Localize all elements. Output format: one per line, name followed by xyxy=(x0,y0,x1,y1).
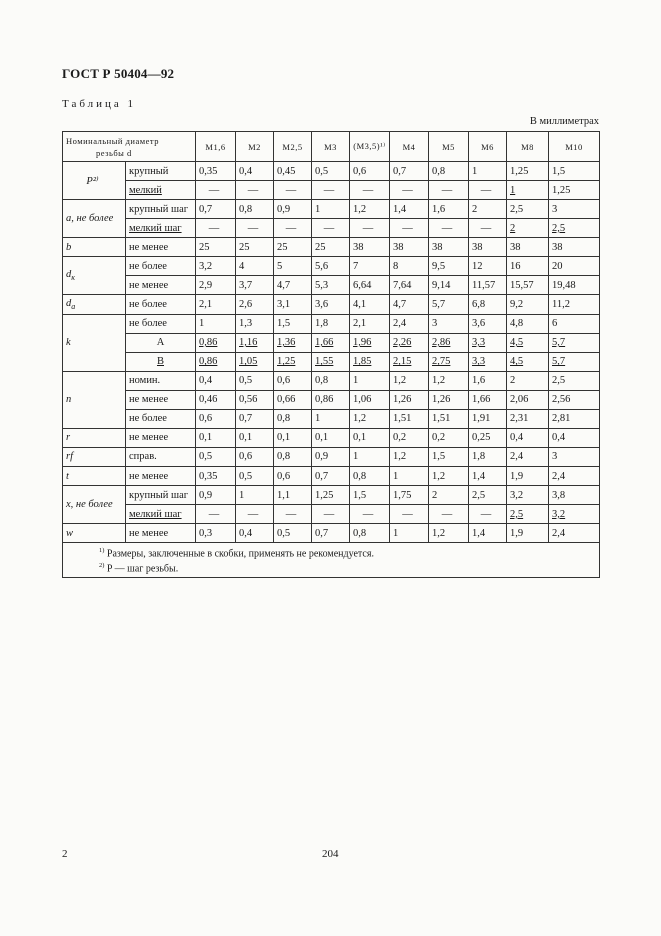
value-cell: — xyxy=(469,181,507,200)
value-cell: 1,51 xyxy=(390,409,429,428)
value-cell: 2 xyxy=(469,200,507,219)
value-cell: 0,45 xyxy=(274,162,312,181)
value-cell: 20 xyxy=(549,257,600,276)
value-cell: 0,86 xyxy=(196,333,236,352)
value-cell: 1,06 xyxy=(350,390,390,409)
value-cell: 2,4 xyxy=(549,467,600,486)
value-cell: 1 xyxy=(350,447,390,466)
table-caption: Таблица 1 xyxy=(62,98,137,110)
table-row xyxy=(63,447,600,466)
value-cell: — xyxy=(350,219,390,238)
value-cell: 9,14 xyxy=(429,276,469,295)
table-header-row xyxy=(63,132,600,162)
table-row xyxy=(63,409,600,428)
value-cell: 2,75 xyxy=(429,352,469,371)
value-cell: 3,2 xyxy=(549,505,600,524)
param-cell: k xyxy=(63,314,126,371)
sub-cell: не менее xyxy=(126,524,196,543)
param-cell: x, не более xyxy=(63,486,126,524)
value-cell: 1,75 xyxy=(390,486,429,505)
value-cell: 2,86 xyxy=(429,333,469,352)
value-cell: — xyxy=(196,219,236,238)
value-cell: 0,6 xyxy=(236,447,274,466)
thread-dimensions-table xyxy=(62,131,600,578)
value-cell: — xyxy=(196,181,236,200)
value-cell: — xyxy=(196,505,236,524)
value-cell: 1 xyxy=(350,371,390,390)
value-cell: — xyxy=(236,505,274,524)
value-cell: 25 xyxy=(274,238,312,257)
param-cell: t xyxy=(63,467,126,486)
value-cell: 2,5 xyxy=(469,486,507,505)
sub-cell: не более xyxy=(126,409,196,428)
value-cell: 1,2 xyxy=(429,371,469,390)
value-cell: 4,7 xyxy=(390,295,429,314)
value-cell: 1,66 xyxy=(469,390,507,409)
value-cell: 0,2 xyxy=(429,428,469,447)
value-cell: — xyxy=(236,219,274,238)
value-cell: 0,8 xyxy=(350,467,390,486)
param-cell: $d_к$ xyxy=(63,257,126,295)
value-cell: 0,86 xyxy=(312,390,350,409)
value-cell: 0,5 xyxy=(274,524,312,543)
value-cell: 0,6 xyxy=(274,371,312,390)
value-cell: 6,64 xyxy=(350,276,390,295)
value-cell: 0,8 xyxy=(350,524,390,543)
value-cell: 5,6 xyxy=(312,257,350,276)
notes-row xyxy=(63,543,600,578)
value-cell: 1,8 xyxy=(312,314,350,333)
sub-cell: не более xyxy=(126,295,196,314)
value-cell: 0,7 xyxy=(236,409,274,428)
value-cell: 4,5 xyxy=(507,352,549,371)
value-cell: 0,6 xyxy=(274,467,312,486)
value-cell: 1,5 xyxy=(274,314,312,333)
value-cell: 1,2 xyxy=(429,467,469,486)
value-cell: 2,1 xyxy=(350,314,390,333)
value-cell: 1,85 xyxy=(350,352,390,371)
value-cell: 1,66 xyxy=(312,333,350,352)
value-cell: 4,5 xyxy=(507,333,549,352)
value-cell: 2,4 xyxy=(507,447,549,466)
value-cell: 5 xyxy=(274,257,312,276)
sub-cell: А xyxy=(126,333,196,352)
value-cell: 5,7 xyxy=(549,333,600,352)
value-cell: 1,1 xyxy=(274,486,312,505)
value-cell: 0,7 xyxy=(196,200,236,219)
value-cell: 2,26 xyxy=(390,333,429,352)
value-cell: 0,4 xyxy=(236,524,274,543)
sub-cell: номин. xyxy=(126,371,196,390)
value-cell: 1 xyxy=(312,409,350,428)
value-cell: 9,2 xyxy=(507,295,549,314)
value-cell: 1,26 xyxy=(429,390,469,409)
value-cell: 0,4 xyxy=(236,162,274,181)
value-cell: 0,4 xyxy=(549,428,600,447)
column-header: М1,6 xyxy=(196,132,236,162)
value-cell: 16 xyxy=(507,257,549,276)
table-row xyxy=(63,219,600,238)
column-header: М10 xyxy=(549,132,600,162)
value-cell: 1,9 xyxy=(507,467,549,486)
value-cell: 0,5 xyxy=(196,447,236,466)
value-cell: 0,4 xyxy=(196,371,236,390)
value-cell: 4 xyxy=(236,257,274,276)
value-cell: 2,5 xyxy=(549,371,600,390)
value-cell: 25 xyxy=(196,238,236,257)
value-cell: 2,4 xyxy=(549,524,600,543)
value-cell: 25 xyxy=(312,238,350,257)
value-cell: 1,4 xyxy=(469,467,507,486)
value-cell: 1 xyxy=(312,200,350,219)
sub-cell: не менее xyxy=(126,428,196,447)
value-cell: 2,5 xyxy=(507,505,549,524)
value-cell: 1,9 xyxy=(507,524,549,543)
value-cell: 0,7 xyxy=(312,524,350,543)
value-cell: 1,4 xyxy=(390,200,429,219)
value-cell: 1,2 xyxy=(390,447,429,466)
value-cell: 0,1 xyxy=(312,428,350,447)
value-cell: — xyxy=(274,505,312,524)
value-cell: 4,7 xyxy=(274,276,312,295)
value-cell: 11,57 xyxy=(469,276,507,295)
column-header: (М3,5)¹⁾ xyxy=(350,132,390,162)
value-cell: 9,5 xyxy=(429,257,469,276)
value-cell: 12 xyxy=(469,257,507,276)
value-cell: 0,1 xyxy=(236,428,274,447)
value-cell: 4,1 xyxy=(350,295,390,314)
value-cell: 0,6 xyxy=(196,409,236,428)
value-cell: 38 xyxy=(350,238,390,257)
table-row xyxy=(63,162,600,181)
value-cell: — xyxy=(350,181,390,200)
value-cell: 0,9 xyxy=(312,447,350,466)
value-cell: 2,6 xyxy=(236,295,274,314)
value-cell: 0,3 xyxy=(196,524,236,543)
value-cell: 2,56 xyxy=(549,390,600,409)
value-cell: 0,8 xyxy=(274,447,312,466)
value-cell: 0,4 xyxy=(507,428,549,447)
value-cell: 0,1 xyxy=(350,428,390,447)
value-cell: 2 xyxy=(507,371,549,390)
table-row xyxy=(63,390,600,409)
value-cell: 38 xyxy=(549,238,600,257)
value-cell: 38 xyxy=(429,238,469,257)
value-cell: 8 xyxy=(390,257,429,276)
value-cell: 1,96 xyxy=(350,333,390,352)
table-row xyxy=(63,276,600,295)
value-cell: 1,5 xyxy=(350,486,390,505)
value-cell: 38 xyxy=(390,238,429,257)
value-cell: — xyxy=(390,181,429,200)
value-cell: 0,35 xyxy=(196,467,236,486)
table-row xyxy=(63,257,600,276)
value-cell: 1 xyxy=(236,486,274,505)
table-row xyxy=(63,200,600,219)
value-cell: 1,4 xyxy=(469,524,507,543)
value-cell: 5,7 xyxy=(429,295,469,314)
value-cell: — xyxy=(274,181,312,200)
value-cell: 0,1 xyxy=(196,428,236,447)
value-cell: — xyxy=(429,181,469,200)
value-cell: 6,8 xyxy=(469,295,507,314)
value-cell: 2 xyxy=(507,219,549,238)
table-row xyxy=(63,505,600,524)
value-cell: 1 xyxy=(390,524,429,543)
value-cell: 2,5 xyxy=(549,219,600,238)
value-cell: 1,05 xyxy=(236,352,274,371)
value-cell: 3 xyxy=(549,200,600,219)
sub-cell: мелкий шаг xyxy=(126,219,196,238)
value-cell: 0,8 xyxy=(312,371,350,390)
value-cell: — xyxy=(429,219,469,238)
value-cell: 1,2 xyxy=(390,371,429,390)
value-cell: 1,16 xyxy=(236,333,274,352)
value-cell: 2 xyxy=(429,486,469,505)
value-cell: — xyxy=(429,505,469,524)
value-cell: — xyxy=(390,505,429,524)
value-cell: 5,7 xyxy=(549,352,600,371)
value-cell: 0,9 xyxy=(196,486,236,505)
value-cell: 3,6 xyxy=(469,314,507,333)
sub-cell: не менее xyxy=(126,467,196,486)
value-cell: 6 xyxy=(549,314,600,333)
table-row xyxy=(63,371,600,390)
table-row xyxy=(63,486,600,505)
value-cell: 1,51 xyxy=(429,409,469,428)
value-cell: 3,6 xyxy=(312,295,350,314)
param-cell: r xyxy=(63,428,126,447)
value-cell: 1 xyxy=(507,181,549,200)
value-cell: 3,3 xyxy=(469,352,507,371)
diameter-header-line1: Номинальный диаметр xyxy=(66,135,159,146)
value-cell: 1,6 xyxy=(429,200,469,219)
value-cell: — xyxy=(312,505,350,524)
note-2: $^{2)}$ P — шаг резьбы. xyxy=(99,562,179,575)
table-row xyxy=(63,467,600,486)
value-cell: 0,5 xyxy=(312,162,350,181)
sub-cell: не более xyxy=(126,314,196,333)
value-cell: 0,46 xyxy=(196,390,236,409)
value-cell: — xyxy=(312,219,350,238)
value-cell: 1,25 xyxy=(549,181,600,200)
value-cell: 2,06 xyxy=(507,390,549,409)
value-cell: 3 xyxy=(429,314,469,333)
value-cell: 1,5 xyxy=(429,447,469,466)
column-header: М4 xyxy=(390,132,429,162)
value-cell: 0,25 xyxy=(469,428,507,447)
value-cell: 1,6 xyxy=(469,371,507,390)
note-1: $^{1)}$ Размеры, заключенные в скобки, применять не рекомендуется. xyxy=(99,546,374,560)
value-cell: 1,26 xyxy=(390,390,429,409)
sub-cell: мелкий xyxy=(126,181,196,200)
sub-cell: крупный xyxy=(126,162,196,181)
value-cell: 0,8 xyxy=(429,162,469,181)
value-cell: 3,7 xyxy=(236,276,274,295)
sub-cell: справ. xyxy=(126,447,196,466)
value-cell: — xyxy=(312,181,350,200)
value-cell: 1,55 xyxy=(312,352,350,371)
value-cell: 5,3 xyxy=(312,276,350,295)
value-cell: 38 xyxy=(507,238,549,257)
value-cell: 1,91 xyxy=(469,409,507,428)
value-cell: 3,8 xyxy=(549,486,600,505)
value-cell: 0,9 xyxy=(274,200,312,219)
value-cell: 25 xyxy=(236,238,274,257)
param-cell: n xyxy=(63,371,126,428)
value-cell: 2,81 xyxy=(549,409,600,428)
table-row xyxy=(63,295,600,314)
diameter-header-line2: резьбы d xyxy=(96,147,132,158)
value-cell: 0,5 xyxy=(236,467,274,486)
page-number-left: 2 xyxy=(62,848,68,860)
param-cell: $d_а$ xyxy=(63,295,126,314)
sub-cell: не менее xyxy=(126,238,196,257)
sub-cell: не более xyxy=(126,257,196,276)
value-cell: 0,86 xyxy=(196,352,236,371)
value-cell: 7 xyxy=(350,257,390,276)
sub-cell: не менее xyxy=(126,390,196,409)
value-cell: 1,25 xyxy=(507,162,549,181)
value-cell: 4,8 xyxy=(507,314,549,333)
value-cell: — xyxy=(390,219,429,238)
value-cell: 1,5 xyxy=(549,162,600,181)
value-cell: 2,31 xyxy=(507,409,549,428)
value-cell: 1,8 xyxy=(469,447,507,466)
param-cell: b xyxy=(63,238,126,257)
value-cell: 1 xyxy=(196,314,236,333)
table-notes xyxy=(63,543,600,578)
value-cell: 1,36 xyxy=(274,333,312,352)
value-cell: 0,35 xyxy=(196,162,236,181)
table-row xyxy=(63,352,600,371)
table-row xyxy=(63,524,600,543)
value-cell: 0,7 xyxy=(312,467,350,486)
value-cell: 0,66 xyxy=(274,390,312,409)
value-cell: 2,5 xyxy=(507,200,549,219)
param-cell: rf xyxy=(63,447,126,466)
value-cell: 3,2 xyxy=(507,486,549,505)
table-row xyxy=(63,428,600,447)
value-cell: — xyxy=(469,505,507,524)
value-cell: 0,7 xyxy=(390,162,429,181)
value-cell: 1 xyxy=(390,467,429,486)
param-cell: P²⁾ xyxy=(63,162,126,200)
column-header: М3 xyxy=(312,132,350,162)
value-cell: 3 xyxy=(549,447,600,466)
value-cell: 11,2 xyxy=(549,295,600,314)
value-cell: 38 xyxy=(469,238,507,257)
value-cell: 1,2 xyxy=(350,409,390,428)
value-cell: 7,64 xyxy=(390,276,429,295)
value-cell: 0,8 xyxy=(236,200,274,219)
value-cell: 1,25 xyxy=(274,352,312,371)
page-number: 204 xyxy=(322,848,339,860)
value-cell: 0,6 xyxy=(350,162,390,181)
value-cell: 0,8 xyxy=(274,409,312,428)
table-row xyxy=(63,333,600,352)
sub-cell: крупный шаг xyxy=(126,486,196,505)
diameter-header xyxy=(63,132,196,162)
table-row xyxy=(63,238,600,257)
value-cell: 3,2 xyxy=(196,257,236,276)
column-header: М2 xyxy=(236,132,274,162)
value-cell: 3,3 xyxy=(469,333,507,352)
param-cell: а, не более xyxy=(63,200,126,238)
value-cell: 15,57 xyxy=(507,276,549,295)
value-cell: 3,1 xyxy=(274,295,312,314)
column-header: М5 xyxy=(429,132,469,162)
value-cell: 0,2 xyxy=(390,428,429,447)
sub-cell: мелкий шаг xyxy=(126,505,196,524)
value-cell: 2,15 xyxy=(390,352,429,371)
column-header: М6 xyxy=(469,132,507,162)
value-cell: — xyxy=(236,181,274,200)
table-row xyxy=(63,181,600,200)
value-cell: 1,3 xyxy=(236,314,274,333)
table-row xyxy=(63,314,600,333)
value-cell: 1,2 xyxy=(429,524,469,543)
value-cell: 0,1 xyxy=(274,428,312,447)
value-cell: — xyxy=(274,219,312,238)
value-cell: 1,25 xyxy=(312,486,350,505)
document-title: ГОСТ Р 50404—92 xyxy=(62,66,175,81)
value-cell: 0,56 xyxy=(236,390,274,409)
units-label: В миллиметрах xyxy=(529,116,599,127)
value-cell: — xyxy=(469,219,507,238)
column-header: М2,5 xyxy=(274,132,312,162)
sub-cell: В xyxy=(126,352,196,371)
sub-cell: не менее xyxy=(126,276,196,295)
value-cell: 2,1 xyxy=(196,295,236,314)
value-cell: 2,4 xyxy=(390,314,429,333)
value-cell: 19,48 xyxy=(549,276,600,295)
column-header: М8 xyxy=(507,132,549,162)
value-cell: 0,5 xyxy=(236,371,274,390)
sub-cell: крупный шаг xyxy=(126,200,196,219)
value-cell: 2,9 xyxy=(196,276,236,295)
value-cell: — xyxy=(350,505,390,524)
value-cell: 1,2 xyxy=(350,200,390,219)
value-cell: 1 xyxy=(469,162,507,181)
param-cell: w xyxy=(63,524,126,543)
